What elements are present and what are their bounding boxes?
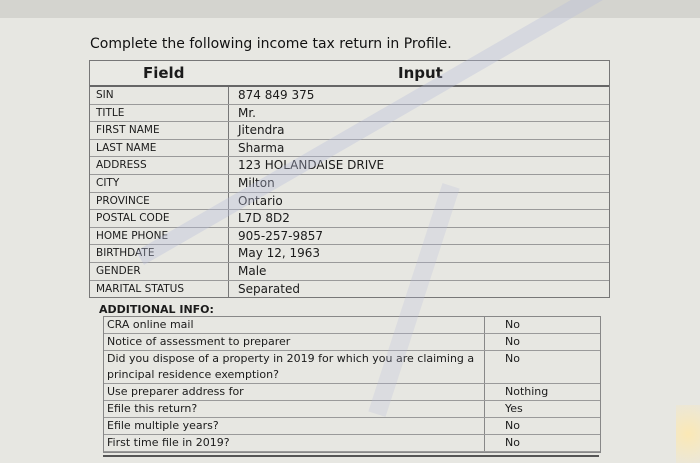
profile-field-value: Separated (238, 281, 300, 296)
additional-info-row (104, 334, 600, 351)
additional-info-question: CRA online mail (104, 317, 485, 333)
additional-info-answer: Nothing (505, 385, 549, 398)
additional-info-row (104, 351, 600, 384)
profile-field-label: POSTAL CODE (90, 210, 229, 227)
profile-field-value: 874 849 375 (238, 88, 315, 102)
profile-table-header (90, 61, 609, 87)
additional-info-row (104, 418, 600, 435)
additional-info-table (103, 316, 601, 453)
profile-field-label: LAST NAME (90, 140, 229, 157)
profile-row (90, 105, 609, 123)
profile-row (90, 193, 609, 211)
profile-field-value: L7D 8D2 (238, 211, 290, 226)
additional-info-question: Use preparer address for (104, 384, 485, 400)
profile-row (90, 263, 609, 281)
profile-field-label: TITLE (90, 105, 229, 122)
profile-field-value: 123 HOLANDAISE DRIVE (238, 158, 385, 173)
field-column-header: Field (143, 64, 185, 82)
additional-info-row (104, 435, 600, 452)
profile-field-label: MARITAL STATUS (90, 281, 229, 298)
profile-field-value: Mr. (238, 105, 256, 120)
additional-info-question: First time file in 2019? (104, 435, 485, 451)
cut-off-row (103, 451, 599, 463)
additional-info-answer: No (505, 318, 520, 331)
document-title: Complete the following income tax return in Profile. (90, 36, 452, 52)
profile-field-value: Male (238, 263, 267, 278)
profile-field-label: FIRST NAME (90, 122, 229, 139)
additional-info-row (104, 317, 600, 334)
photo-glare (676, 405, 700, 463)
profile-field-label: CITY (90, 175, 229, 192)
additional-info-row (104, 384, 600, 401)
additional-info-answer: No (505, 352, 520, 365)
profile-field-label: ADDRESS (90, 157, 229, 174)
additional-info-answer: Yes (505, 402, 523, 415)
profile-field-label: SIN (90, 87, 229, 104)
profile-field-label: GENDER (90, 263, 229, 280)
profile-row (90, 281, 609, 298)
profile-row (90, 157, 609, 175)
profile-field-label: PROVINCE (90, 193, 229, 210)
profile-row (90, 210, 609, 228)
profile-field-value: Milton (238, 175, 275, 190)
additional-info-question: Did you dispose of a property in 2019 for which you are claiming a principal residence exemption? (104, 351, 485, 383)
profile-field-value: May 12, 1963 (238, 246, 321, 261)
profile-field-label: BIRTHDATE (90, 245, 229, 262)
additional-info-heading: ADDITIONAL INFO: (99, 303, 214, 316)
profile-table (89, 60, 610, 298)
additional-info-answer: No (505, 436, 520, 449)
additional-info-row (104, 401, 600, 418)
additional-info-question: Notice of assessment to preparer (104, 334, 485, 350)
profile-row (90, 87, 609, 105)
profile-field-label: HOME PHONE (90, 228, 229, 245)
profile-field-value: 905-257-9857 (238, 228, 324, 243)
profile-field-value: Sharma (238, 140, 285, 155)
profile-field-value: Jitendra (238, 123, 285, 138)
additional-info-question: Efile multiple years? (104, 418, 485, 434)
input-column-header: Input (398, 64, 443, 82)
profile-field-value: Ontario (238, 193, 283, 208)
additional-info-answer: No (505, 335, 520, 348)
profile-row (90, 175, 609, 193)
additional-info-question: Efile this return? (104, 401, 485, 417)
additional-info-answer: No (505, 419, 520, 432)
